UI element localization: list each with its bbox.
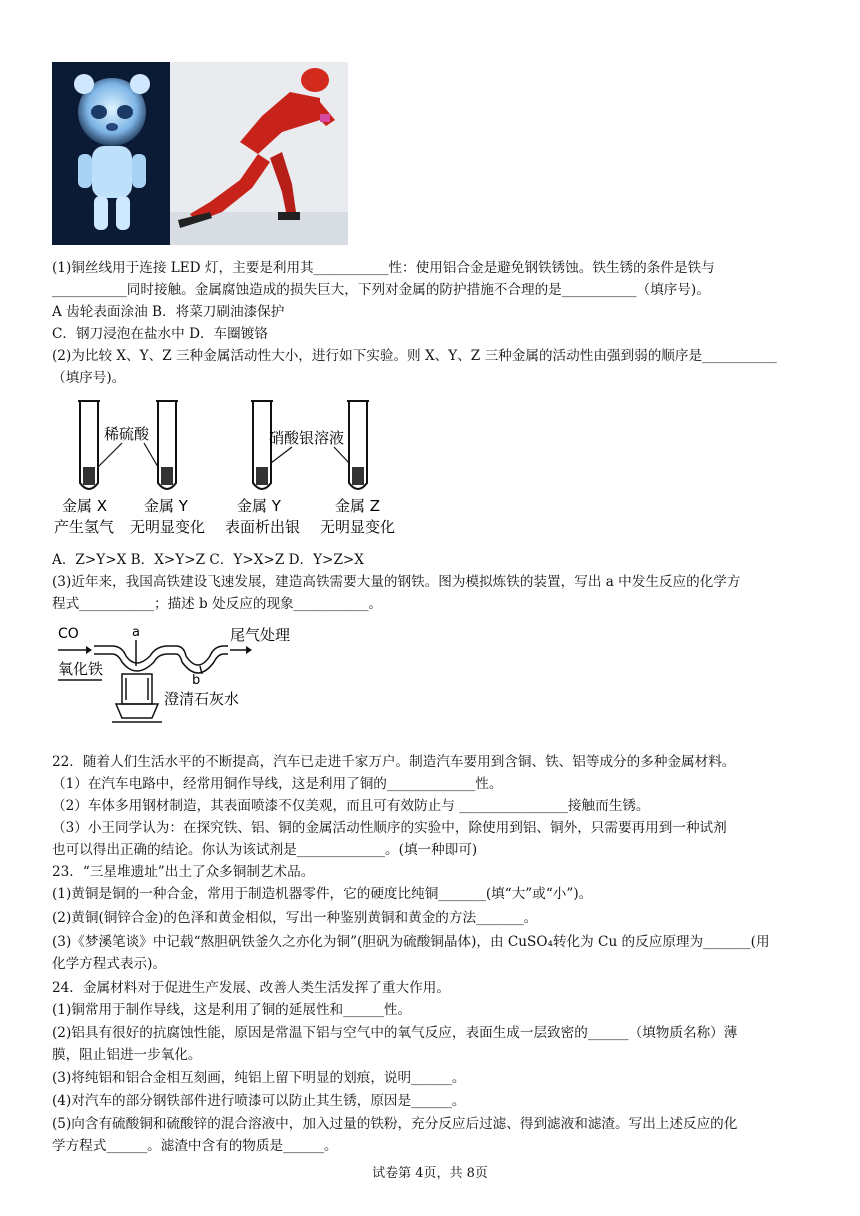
q21-part1-options-cd: C．钢刀浸泡在盐水中 D．车圈镀铬	[52, 326, 268, 342]
q22-stem: 22．随着人们生活水平的不断提高，汽车已走进千家万户。制造汽车要用到含铜、铁、铝等成分的多种金属材料。	[52, 754, 736, 770]
q21-part2-line1: (2)为比较 X、Y、Z 三种金属活动性大小，进行如下实验。则 X、Y、Z 三种金属的活动性由强到弱的顺序是___________	[52, 348, 777, 364]
q22-part3-line1: （3）小王同学认为：在探究铁、铝、铜的金属活动性顺序的实验中，除使用到铝、铜外，只需要再用到一种试剂	[52, 820, 727, 836]
q24-part2-line2: 膜，阻止铝进一步氧化。	[52, 1047, 202, 1063]
result-y2-label: 表面析出银	[225, 518, 301, 536]
metal-y1-label: 金属 Y	[144, 497, 188, 515]
q22-part3-line2: 也可以得出正确的结论。你认为该试剂是_____________。(填一种即可)	[52, 842, 478, 858]
iron-oxide-label: 氧化铁	[58, 660, 104, 678]
iron-smelting-diagram	[52, 622, 312, 732]
q24-stem: 24．金属材料对于促进生产发展、改善人类生活发挥了重大作用。	[52, 980, 450, 996]
q21-part2-line2: （填序号)。	[52, 370, 126, 386]
q24-part4: (4)对汽车的部分钢铁部件进行喷漆可以防止其生锈，原因是______。	[52, 1093, 466, 1109]
q23-part1: (1)黄铜是铜的一种合金，常用于制造机器零件，它的硬度比纯铜_______(填“大”或“小”)。	[52, 886, 593, 902]
q22-part2: （2）车体多用钢材制造，其表面喷漆不仅美观，而且可有效防止与 ________________接触而生锈。	[52, 798, 650, 814]
silver-nitrate-label: 硝酸银溶液	[269, 429, 345, 447]
test-tube-diagram	[52, 395, 412, 540]
speed-skater-photo	[170, 62, 348, 245]
tail-gas-label: 尾气处理	[230, 626, 291, 644]
limewater-label: 澄清石灰水	[164, 690, 240, 708]
q21-part1-line2: ___________同时接触。金属腐蚀造成的损失巨大，下列对金属的防护措施不合理的是___________（填序号)。	[52, 282, 710, 298]
q21-part3-line1: (3)近年来，我国高铁建设飞速发展，建造高铁需要大量的钢铁。图为模拟炼铁的装置，写出 a 中发生反应的化学方	[52, 574, 741, 590]
result-x-label: 产生氢气	[54, 518, 115, 536]
point-a-label: a	[132, 625, 140, 640]
metal-y2-label: 金属 Y	[237, 497, 281, 515]
result-z-label: 无明显变化	[320, 518, 396, 536]
q21-part3-line2: 程式___________；描述 b 处反应的现象___________。	[52, 596, 382, 612]
q21-part2-options: A．Z>Y>X B．X>Y>Z C．Y>X>Z D．Y>Z>X	[52, 552, 364, 568]
metal-z-label: 金属 Z	[335, 497, 381, 515]
acid-label: 稀硫酸	[104, 425, 150, 443]
point-b-label: b	[192, 673, 201, 688]
q24-part2-line1: (2)铝具有很好的抗腐蚀性能，原因是常温下铝与空气中的氧气反应，表面生成一层致密的______（填物质名称）薄	[52, 1025, 738, 1041]
q24-part5-line1: (5)向含有硫酸铜和硫酸锌的混合溶液中，加入过量的铁粉，充分反应后过滤、得到滤液和滤渣。写出上述反应的化	[52, 1116, 738, 1132]
q23-stem: 23．“三星堆遗址”出土了众多铜制艺术品。	[52, 864, 315, 880]
metal-x-label: 金属 X	[62, 497, 108, 515]
q24-part3: (3)将纯铝和铝合金相互刻画，纯铝上留下明显的划痕，说明______。	[52, 1070, 466, 1086]
q22-part1: （1）在汽车电路中，经常用铜作导线，这是利用了铜的_____________性。	[52, 776, 503, 792]
glass-panda-photo	[52, 62, 170, 245]
q24-part5-line2: 学方程式______。滤渣中含有的物质是______。	[52, 1138, 338, 1154]
q21-part1-options-ab: A 齿轮表面涂油 B．将菜刀刷油漆保护	[52, 304, 285, 320]
co-label: CO	[58, 626, 79, 642]
page-footer: 试卷第 4页，共 8页	[372, 1166, 488, 1181]
q23-part3-line2: 化学方程式表示)。	[52, 956, 167, 972]
q23-part3-line1: (3)《梦溪笔谈》中记载“熬胆矾铁釜久之亦化为铜”(胆矾为硫酸铜晶体)，由 CuSO₄转化为 Cu 的反应原理为_______(用	[52, 934, 770, 950]
q21-part1-line1: (1)铜丝线用于连接 LED 灯，主要是利用其___________性：使用铝合金是避免钢铁锈蚀。铁生锈的条件是铁与	[52, 260, 715, 276]
q24-part1: (1)铜常用于制作导线，这是利用了铜的延展性和______性。	[52, 1002, 412, 1018]
result-y1-label: 无明显变化	[130, 518, 206, 536]
q23-part2: (2)黄铜(铜锌合金)的色泽和黄金相似，写出一种鉴别黄铜和黄金的方法_______。	[52, 910, 538, 926]
